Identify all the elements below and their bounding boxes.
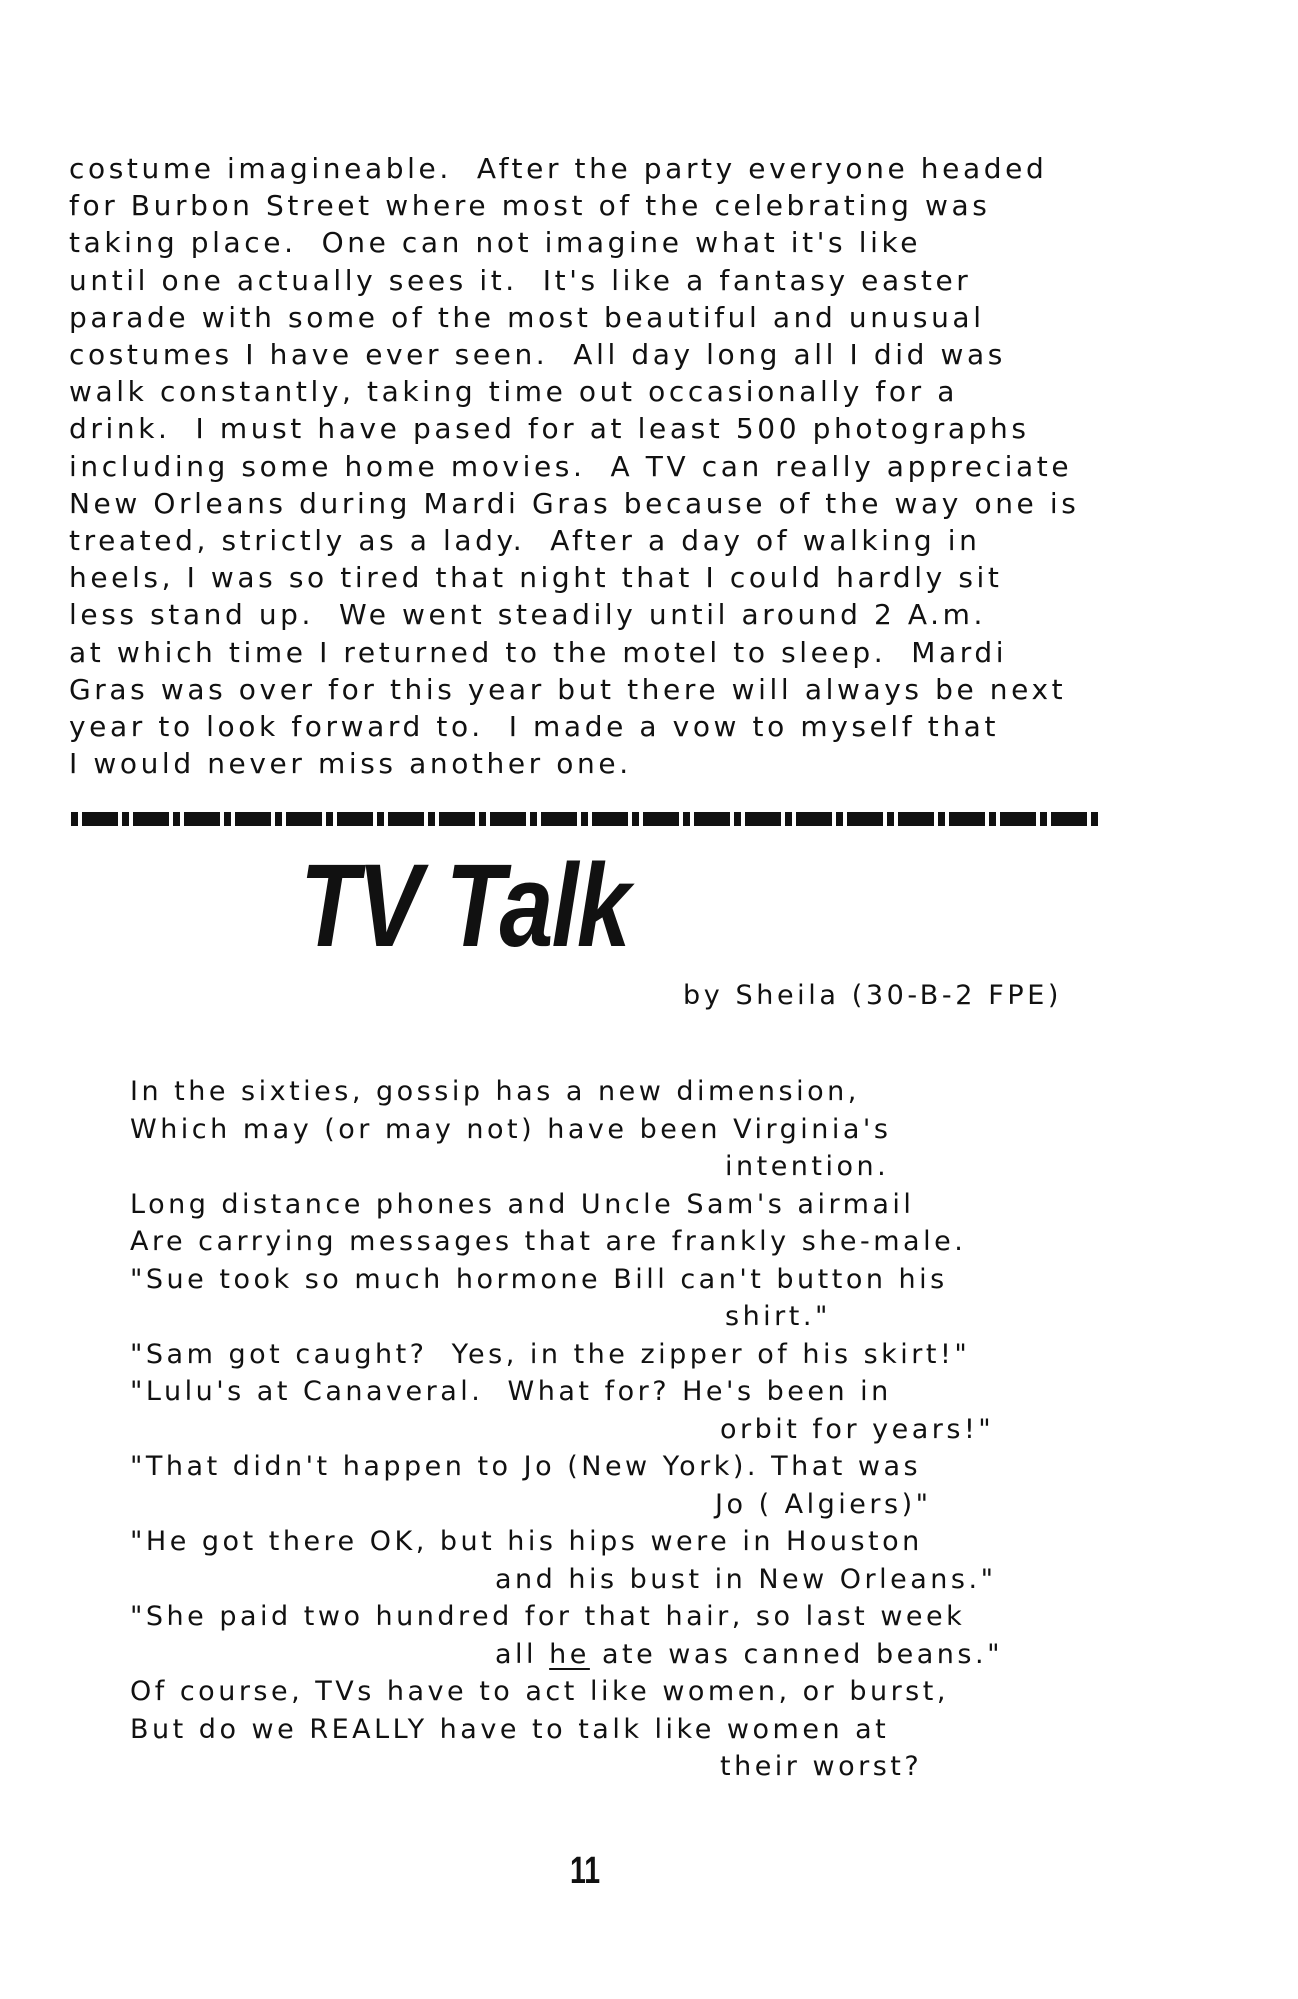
- divider-dash: [439, 812, 475, 826]
- prose-line: heels, I was so tired that night that I could hardly sit: [69, 561, 1003, 595]
- poem-line: and his bust in New Orleans.": [495, 1563, 997, 1595]
- poem-line: Jo ( Algiers)": [715, 1488, 932, 1520]
- poem-line: "Sam got caught? Yes, in the zipper of his skirt!": [130, 1338, 971, 1370]
- poem-line: But do we REALLY have to talk like women at: [130, 1713, 890, 1745]
- divider-dash: [898, 812, 934, 826]
- divider-dot: [785, 812, 792, 826]
- divider-dash: [949, 812, 985, 826]
- divider-dot: [428, 812, 435, 826]
- divider-dot: [683, 812, 690, 826]
- divider-dash: [1000, 812, 1036, 826]
- underlined-word: he: [549, 1638, 590, 1670]
- divider-dash: [235, 812, 271, 826]
- article-byline: by Sheila (30-B-2 FPE): [683, 980, 1062, 1011]
- poem-line: Long distance phones and Uncle Sam's airmail: [130, 1188, 915, 1220]
- divider-dot: [836, 812, 843, 826]
- tv-talk-poem: [130, 1073, 1250, 1786]
- divider-dash: [388, 812, 424, 826]
- divider-dash: [82, 812, 118, 826]
- poem-line: shirt.": [725, 1301, 831, 1332]
- divider-dot: [734, 812, 741, 826]
- divider-dot: [581, 812, 588, 826]
- divider-dot: [275, 812, 282, 826]
- section-divider: [71, 812, 1112, 826]
- prose-line: at which time I returned to the motel to sleep. Mardi: [69, 635, 1008, 669]
- article-title: TV Talk: [300, 840, 630, 972]
- divider-dot: [530, 812, 537, 826]
- poem-line: "He got there OK, but his hips were in Houston: [130, 1526, 923, 1557]
- poem-line: intention.: [725, 1151, 890, 1182]
- prose-line: including some home movies. A TV can really appreciate: [69, 449, 1073, 483]
- prose-line: for Burbon Street where most of the celebrating was: [69, 189, 991, 223]
- divider-dash: [541, 812, 577, 826]
- poem-line: "That didn't happen to Jo (New York). That was: [130, 1451, 922, 1482]
- poem-text: ate was canned beans.": [589, 1638, 1003, 1670]
- prose-line: less stand up. We went steadily until around 2 A.m.: [69, 598, 987, 632]
- poem-line: Of course, TVs have to act like women, or burst,: [130, 1676, 949, 1707]
- poem-line: "She paid two hundred for that hair, so last week: [130, 1601, 966, 1632]
- divider-dash: [133, 812, 169, 826]
- divider-dot: [122, 812, 129, 826]
- mardi-gras-article-continuation: [69, 150, 1249, 782]
- poem-line: Are carrying messages that are frankly she-male.: [130, 1226, 967, 1257]
- divider-dot: [377, 812, 384, 826]
- divider-dot: [479, 812, 486, 826]
- divider-dot: [938, 812, 945, 826]
- divider-dot: [173, 812, 180, 826]
- divider-dash: [643, 812, 679, 826]
- prose-line: costume imagineable. After the party everyone headed: [69, 152, 1048, 185]
- prose-line: year to look forward to. I made a vow to myself that: [69, 710, 1000, 744]
- prose-line: parade with some of the most beautiful and unusual: [69, 300, 985, 334]
- divider-dot: [224, 812, 231, 826]
- prose-line: treated, strictly as a lady. After a day of walking in: [69, 524, 981, 558]
- divider-dash: [745, 812, 781, 826]
- page-number: 11: [570, 1850, 601, 1892]
- poem-line: their worst?: [720, 1751, 923, 1782]
- poem-line: [130, 1636, 1250, 1674]
- divider-dash: [490, 812, 526, 826]
- prose-line: New Orleans during Mardi Gras because of the way one is: [69, 486, 1080, 520]
- poem-text: all: [495, 1638, 550, 1670]
- divider-dot: [887, 812, 894, 826]
- prose-line: taking place. One can not imagine what it's like: [69, 226, 922, 260]
- divider-dash: [1051, 812, 1087, 826]
- divider-dash: [796, 812, 832, 826]
- divider-dot: [1091, 812, 1098, 826]
- prose-line: walk constantly, taking time out occasionally for a: [69, 375, 958, 409]
- divider-dash: [286, 812, 322, 826]
- divider-dash: [337, 812, 373, 826]
- divider-dash: [184, 812, 220, 826]
- divider-dash: [847, 812, 883, 826]
- prose-line: Gras was over for this year but there will always be next: [69, 672, 1067, 706]
- divider-dot: [71, 812, 78, 826]
- poem-line: Which may (or may not) have been Virginia's: [130, 1113, 892, 1145]
- prose-line: drink. I must have pased for at least 500 photographs: [69, 412, 1030, 446]
- divider-dot: [989, 812, 996, 826]
- divider-dot: [632, 812, 639, 826]
- prose-line: costumes I have ever seen. All day long all I did was: [69, 338, 1006, 372]
- divider-dash: [694, 812, 730, 826]
- poem-line: In the sixties, gossip has a new dimension,: [130, 1076, 860, 1107]
- divider-dot: [326, 812, 333, 826]
- poem-line: orbit for years!": [720, 1413, 995, 1445]
- poem-line: "Lulu's at Canaveral. What for? He's been in: [130, 1376, 892, 1407]
- divider-dot: [1040, 812, 1047, 826]
- divider-dash: [592, 812, 628, 826]
- prose-line: until one actually sees it. It's like a fantasy easter: [69, 263, 972, 297]
- poem-line: "Sue took so much hormone Bill can't button his: [130, 1263, 948, 1295]
- prose-line: I would never miss another one.: [69, 747, 632, 781]
